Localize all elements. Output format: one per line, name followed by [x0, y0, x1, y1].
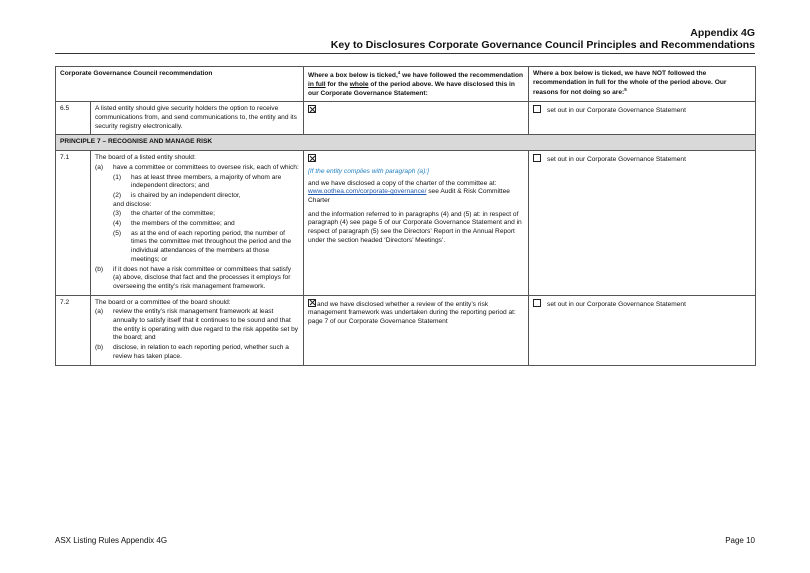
row-number: 7.1: [56, 151, 91, 296]
followed-cell: and we have disclosed whether a review of the entity’s risk management framework was undertaken during the reporting period at: page 7 of our Corporate Governance Statement: [304, 295, 529, 365]
checkbox-empty-icon[interactable]: [533, 299, 541, 307]
table-row: [56, 295, 756, 365]
checkbox-ticked-icon[interactable]: [308, 299, 316, 307]
recommendation-text: The board or a committee of the board should: (a) review the entity’s risk management framework at least annually to satisfy itself that it continues to be sound and that the entity is operating with due regard to the risk appetite set by the board; and (b) disclose, in relation to each reporting period, whether such a review has taken place.: [91, 295, 304, 365]
conditional-note: [If the entity complies with paragraph (a):]: [308, 167, 429, 175]
table-row: [56, 102, 756, 135]
header-rule: [55, 53, 755, 54]
header-not-followed: Where a box below is ticked, we have NOT followed the recommendation in full for the whole of the period above. Our reasons for not doing so are:$^5$: [529, 67, 756, 102]
checkbox-empty-icon[interactable]: [533, 105, 541, 113]
footer-source: ASX Listing Rules Appendix 4G: [55, 536, 168, 545]
table-header-row: [56, 67, 756, 102]
row-number: 6.5: [56, 102, 91, 135]
header-recommendation: Corporate Governance Council recommendation: [56, 67, 304, 102]
followed-cell: [304, 102, 529, 135]
recommendation-text: The board of a listed entity should: (a) have a committee or committees to oversee risk, each of which: (1) has at least three members, a majority of whom are independent directors; and (2) is chaired by an independent director, and disclose: (3) the charter of the committee; (4) the members of the committee; and (5) as at the end of each reporting period, the number of times the committee met throughout the period and the individual attendances of the members at those meetings; or (b) if it does not have a risk committee or committees that satisfy (a) above, disclose that fact and the processes it employs for overseeing the entity’s risk management framework.: [91, 151, 304, 296]
row-number: 7.2: [56, 295, 91, 365]
checkbox-ticked-icon[interactable]: [308, 105, 316, 113]
charter-link[interactable]: www.oothea.com/corporate-governance/: [308, 188, 427, 196]
recommendation-text: A listed entity should give security holders the option to receive communications from, and send communications to, the entity and its security registry electronically.: [91, 102, 304, 135]
page-title: Key to Disclosures Corporate Governance Council Principles and Recommendations: [330, 39, 755, 51]
disclosure-table: [55, 66, 756, 366]
principle-heading: PRINCIPLE 7 – RECOGNISE AND MANAGE RISK: [56, 135, 756, 151]
not-followed-cell: set out in our Corporate Governance Statement: [529, 151, 756, 296]
appendix-label: Appendix 4G: [690, 27, 755, 39]
header-followed: Where a box below is ticked,$^4$ we have followed the recommendation in full for the whole of the period above. We have disclosed this in our Corporate Governance Statement:: [304, 67, 529, 102]
page-number: Page 10: [725, 536, 755, 545]
followed-cell: [If the entity complies with paragraph (a):] and we have disclosed a copy of the charter of the committee at: www.oothea.com/corporate-governance/ see Audit & Risk Committee Charter and the information referred to in paragraphs (4) and (5) at: in respect of paragraph (4) see page 5 of our Corporate Governance Statement and in respect of paragraph (5) see the Directors’ Report in the Annual Report under the section headed ‘Directors’ Meetings’.: [304, 151, 529, 296]
table-row: [56, 151, 756, 296]
checkbox-empty-icon[interactable]: [533, 154, 541, 162]
not-followed-cell: set out in our Corporate Governance Statement: [529, 102, 756, 135]
not-followed-cell: set out in our Corporate Governance Statement: [529, 295, 756, 365]
checkbox-ticked-icon[interactable]: [308, 154, 316, 162]
principle-row: [56, 135, 756, 151]
